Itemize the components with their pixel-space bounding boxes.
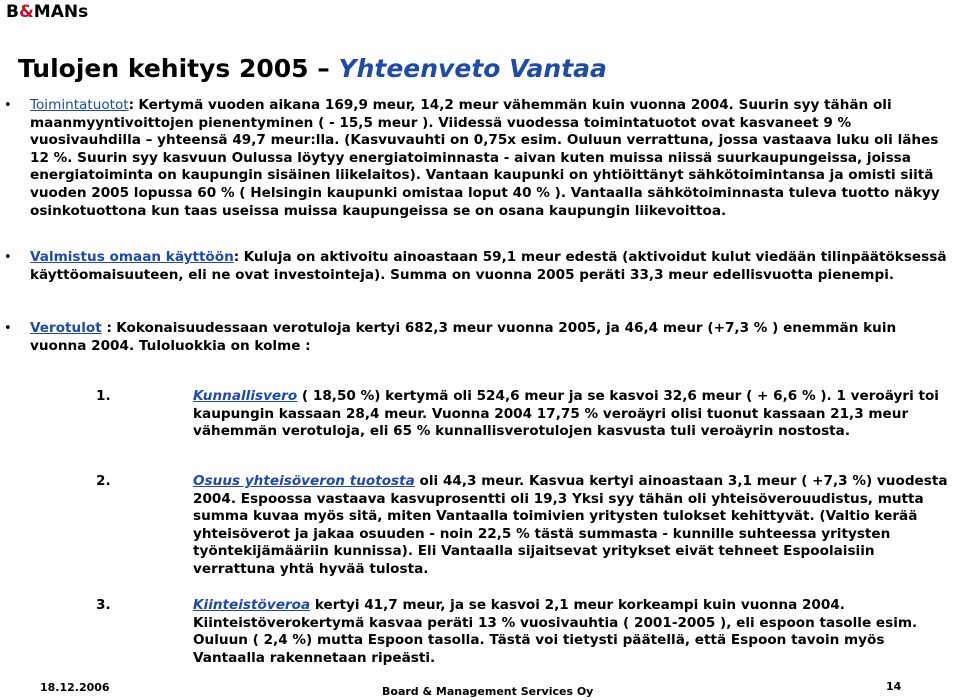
list-item-number: 2. <box>96 473 111 489</box>
logo-text-mans: MANs <box>33 2 89 22</box>
bullet-icon: • <box>4 321 12 336</box>
logo-text-b: B <box>6 2 19 22</box>
bullet-text: Kokonaisuudessaan verotuloja kertyi 682,3 meur vuonna 2005, ja 46,4 meur (+7,3 % ) enemmän kuin vuonna 2004. Tuloluokkia on kolme : <box>30 320 897 354</box>
bullet-label-link[interactable]: Valmistus omaan käyttöön <box>30 249 234 265</box>
bullet-label-separator: : <box>128 97 135 113</box>
footer-date: 18.12.2006 <box>40 681 110 694</box>
list-item-label-link[interactable]: Kunnallisvero <box>193 388 298 404</box>
page-title-subtitle: Yhteenveto Vantaa <box>338 54 607 83</box>
list-item-text: oli 44,3 meur. Kasvua kertyi ainoastaan 3,1 meur ( +7,3 %) vuodesta 2004. Espoossa vastaava kasvuprosentti oli 19,3 Yksi syy tähän oli yhteisöverouudistus, mutta summa kuvaa myös sitä, miten Vantaalla toimivien yritysten tulokset kehittyvät. (Valtio kerää yhteisöverot ja jakaa osuuden - noin 22,5 % tästä summasta - kunnille suhteessa yritysten työntekijämääriin kunnissa). Eli Vantaalla sijaitsevat yritykset eivät tehneet Espoolaisiin verrattuna yhtä hyvää tulosta. <box>193 473 948 577</box>
bullet-label-link[interactable]: Toimintatuotot <box>30 97 129 113</box>
footer-company: Board & Management Services Oy <box>382 685 594 698</box>
logo-ampersand: & <box>18 2 34 22</box>
bullet-label-separator: : <box>101 320 112 336</box>
list-item-number: 3. <box>96 597 111 613</box>
page-title-main: Tulojen kehitys 2005 – <box>18 54 330 83</box>
bullet-text: Kuluja on aktivoitu ainoastaan 59,1 meur edestä (aktivoidut kulut viedään tilinpäätöksessä käyttöomaisuuteen, eli ne ovat investointeja). Summa on vuonna 2005 peräti 33,3 meur edellisvuotta pienempi. <box>30 249 947 283</box>
company-logo <box>6 2 88 22</box>
bullet-label-link[interactable]: Verotulot <box>30 320 102 336</box>
list-item-text: ( 18,50 %) kertymä oli 524,6 meur ja se kasvoi 32,6 meur ( + 6,6 % ). 1 veroäyri toi kaupungin kassaan 28,4 meur. Vuonna 2004 17,75 % veroäyri olisi tuonut kassaan 21,3 meur vähemmän verotuloja, eli 65 % kunnallisverotulojen kasvusta tuli veroäyrin nostosta. <box>193 388 939 440</box>
list-item-text: kertyi 41,7 meur, ja se kasvoi 2,1 meur korkeampi kuin vuonna 2004. Kiinteistöverokertymä kasvaa peräti 13 % vuosivauhtia ( 2001-2005 ), eli espoon tasolle esim. Ouluun ( 2,4 %) mutta Espoon tasolla. Tästä voi tietysti päätellä, että Espoon tavoin myös Vantaalla rakennetaan ripeästi. <box>193 597 918 666</box>
bullet-text: Kertymä vuoden aikana 169,9 meur, 14,2 meur vähemmän kuin vuonna 2004. Suurin syy tähän oli maanmyyntivoittojen pienentyminen ( - 15,5 meur ). Viidessä vuodessa toimintatuotot ovat kasvaneet 9 % vuosivauhdilla – yhteensä 49,7 meur:lla. (Kasvuvauhti on 0,75x esim. Ouluun verrattuna, jossa vastaava luku oli lähes 12 %. Suurin syy kasvuun Oulussa löytyy energiatoiminnasta - aivan kuten muissa niissä suurkaupungeissa, joissa energiatoiminta on kaupungin sisäinen liikelaitos). Vantaan kaupunki on yhtiöittänyt sähkötoimintansa ja omisti siitä vuoden 2005 lopussa 60 % ( Helsingin kaupunki omistaa loput 40 % ). Vantaalla sähkötoiminnasta tuleva tuotto näkyy osinkotuottona kun taas useissa muissa kaupungeissa se on osana kaupungin liikevoittoa. <box>30 97 940 219</box>
list-item-number: 1. <box>96 388 111 404</box>
list-item-label-link[interactable]: Osuus yhteisöveron tuotosta <box>193 473 415 489</box>
list-item-label-link[interactable]: Kiinteistöveroa <box>193 597 311 613</box>
bullet-icon: • <box>4 98 12 113</box>
page-number: 14 <box>886 680 902 693</box>
bullet-label-separator: : <box>233 249 240 265</box>
bullet-icon: • <box>4 250 12 265</box>
page-title <box>18 54 607 83</box>
